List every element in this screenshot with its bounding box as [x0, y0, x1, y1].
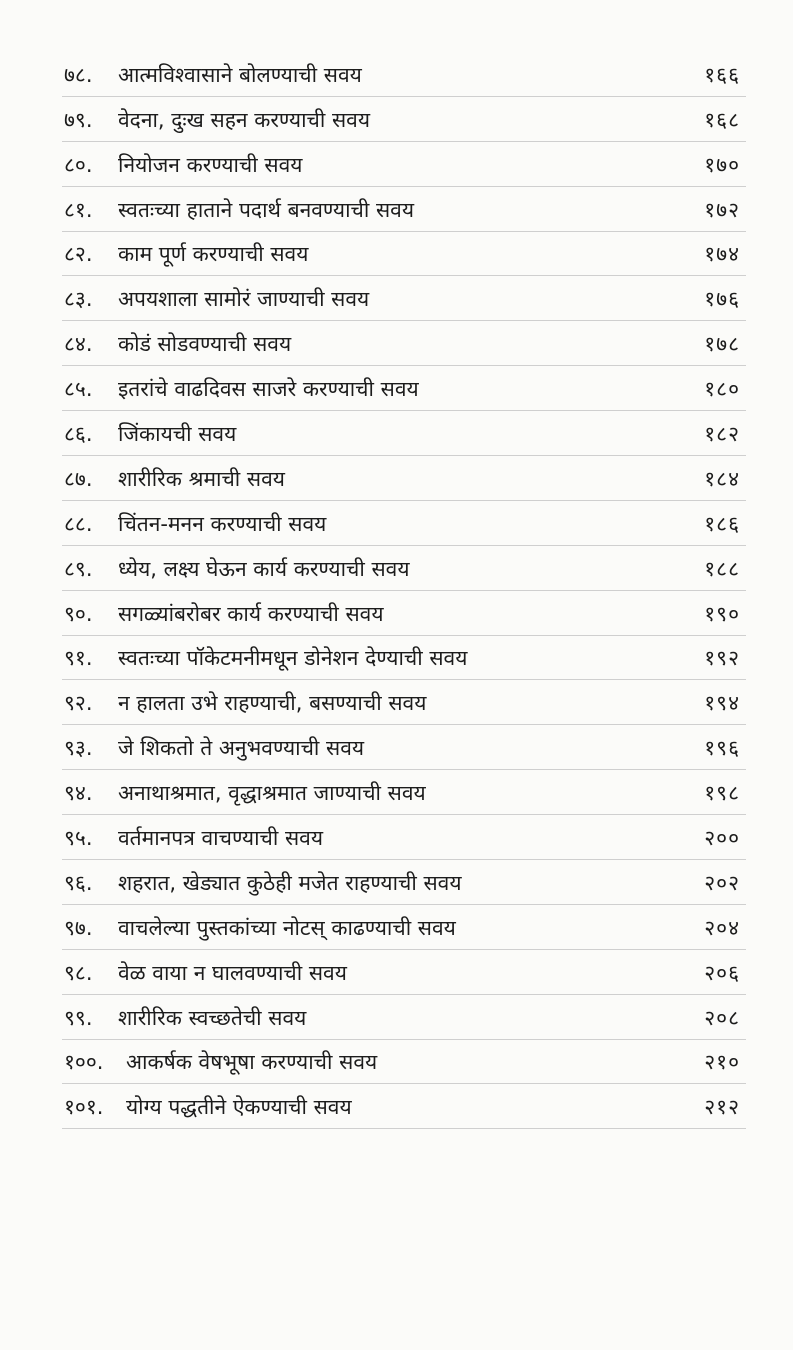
entry-page-number: २०४ — [704, 915, 740, 940]
entry-title: कोडं सोडवण्याची सवय — [118, 332, 292, 357]
toc-row — [62, 456, 746, 501]
entry-page-number: १९६ — [704, 736, 740, 761]
entry-title: आत्मविश्वासाने बोलण्याची सवय — [118, 62, 362, 87]
entry-number: ७९. — [64, 107, 93, 132]
entry-page-number: १६८ — [704, 107, 740, 132]
entry-page-number: १९० — [704, 601, 740, 626]
toc-row — [62, 366, 746, 411]
entry-title: इतरांचे वाढदिवस साजरे करण्याची सवय — [118, 377, 419, 402]
toc-row — [62, 187, 746, 232]
entry-number: ९४. — [64, 781, 93, 806]
entry-title: स्वतःच्या हाताने पदार्थ बनवण्याची सवय — [118, 197, 415, 222]
entry-number: ७८. — [64, 62, 93, 87]
entry-page-number: २०८ — [704, 1005, 740, 1030]
toc-row — [62, 501, 746, 546]
toc-row — [62, 680, 746, 725]
entry-number: १०१. — [64, 1095, 104, 1120]
entry-number: ९५. — [64, 826, 93, 851]
entry-page-number: १७४ — [704, 242, 740, 267]
entry-number: ८६. — [64, 422, 93, 447]
entry-title: न हालता उभे राहण्याची, बसण्याची सवय — [118, 691, 427, 716]
entry-page-number: २०० — [704, 826, 740, 851]
entry-page-number: १८६ — [704, 511, 740, 536]
entry-page-number: १८२ — [704, 422, 740, 447]
entry-title: वेळ वाया न घालवण्याची सवय — [118, 960, 347, 985]
entry-page-number: २१० — [704, 1050, 740, 1075]
entry-number: ८०. — [64, 152, 93, 177]
entry-title: शहरात, खेड्यात कुठेही मजेत राहण्याची सवय — [118, 870, 462, 895]
entry-number: ८१. — [64, 197, 93, 222]
toc-row — [62, 905, 746, 950]
toc-row — [62, 52, 746, 97]
entry-number: १००. — [64, 1050, 104, 1075]
entry-number: ९६. — [64, 870, 93, 895]
entry-number: ९७. — [64, 915, 93, 940]
entry-number: ९८. — [64, 960, 93, 985]
entry-number: ८२. — [64, 242, 93, 267]
toc-row — [62, 770, 746, 815]
entry-page-number: १८४ — [704, 466, 740, 491]
entry-title: वाचलेल्या पुस्तकांच्या नोटस् काढण्याची सवय — [118, 915, 456, 940]
entry-page-number: २१२ — [704, 1095, 740, 1120]
entry-number: ९१. — [64, 646, 93, 671]
entry-title: ध्येय, लक्ष्य घेऊन कार्य करण्याची सवय — [118, 556, 410, 581]
entry-title: योग्य पद्धतीने ऐकण्याची सवय — [126, 1095, 352, 1120]
toc-row — [62, 591, 746, 636]
entry-title: अपयशाला सामोरं जाण्याची सवय — [118, 287, 370, 312]
entry-title: जे शिकतो ते अनुभवण्याची सवय — [118, 736, 365, 761]
entry-title: जिंकायची सवय — [118, 422, 237, 447]
entry-page-number: १७० — [704, 152, 740, 177]
toc-row — [62, 142, 746, 187]
entry-title: सगळ्यांबरोबर कार्य करण्याची सवय — [118, 601, 384, 626]
toc-row — [62, 950, 746, 995]
entry-page-number: १७८ — [704, 332, 740, 357]
toc-row — [62, 232, 746, 277]
entry-page-number: १९८ — [704, 781, 740, 806]
toc-row — [62, 860, 746, 905]
toc-row — [62, 276, 746, 321]
entry-page-number: १८८ — [704, 556, 740, 581]
entry-number: ८५. — [64, 377, 93, 402]
toc-row — [62, 995, 746, 1040]
toc-row — [62, 1084, 746, 1129]
table-of-contents — [62, 52, 746, 1129]
entry-title: चिंतन-मनन करण्याची सवय — [118, 511, 327, 536]
entry-title: आकर्षक वेषभूषा करण्याची सवय — [126, 1050, 378, 1075]
entry-title: वेदना, दुःख सहन करण्याची सवय — [118, 107, 371, 132]
entry-title: काम पूर्ण करण्याची सवय — [118, 242, 309, 267]
entry-title: वर्तमानपत्र वाचण्याची सवय — [118, 826, 324, 851]
entry-title: शारीरिक स्वच्छतेची सवय — [118, 1005, 307, 1030]
toc-row — [62, 725, 746, 770]
toc-row — [62, 97, 746, 142]
entry-page-number: १९२ — [704, 646, 740, 671]
entry-number: ८८. — [64, 511, 93, 536]
toc-row — [62, 636, 746, 681]
entry-title: अनाथाश्रमात, वृद्धाश्रमात जाण्याची सवय — [118, 781, 426, 806]
entry-number: ८३. — [64, 287, 93, 312]
entry-title: स्वतःच्या पॉकेटमनीमधून डोनेशन देण्याची सवय — [118, 646, 468, 671]
entry-page-number: २०६ — [704, 960, 740, 985]
entry-number: ९२. — [64, 691, 93, 716]
entry-page-number: १८० — [704, 377, 740, 402]
entry-number: ८७. — [64, 466, 93, 491]
entry-number: ८४. — [64, 332, 93, 357]
entry-number: ९९. — [64, 1005, 93, 1030]
entry-page-number: १६६ — [704, 62, 740, 87]
entry-number: ९०. — [64, 601, 93, 626]
entry-page-number: १७६ — [704, 287, 740, 312]
entry-number: ८९. — [64, 556, 93, 581]
entry-number: ९३. — [64, 736, 93, 761]
toc-row — [62, 321, 746, 366]
toc-row — [62, 411, 746, 456]
entry-title: नियोजन करण्याची सवय — [118, 152, 303, 177]
toc-row — [62, 1040, 746, 1085]
entry-page-number: १९४ — [704, 691, 740, 716]
entry-page-number: २०२ — [704, 870, 740, 895]
entry-page-number: १७२ — [704, 197, 740, 222]
toc-row — [62, 815, 746, 860]
toc-row — [62, 546, 746, 591]
entry-title: शारीरिक श्रमाची सवय — [118, 466, 285, 491]
